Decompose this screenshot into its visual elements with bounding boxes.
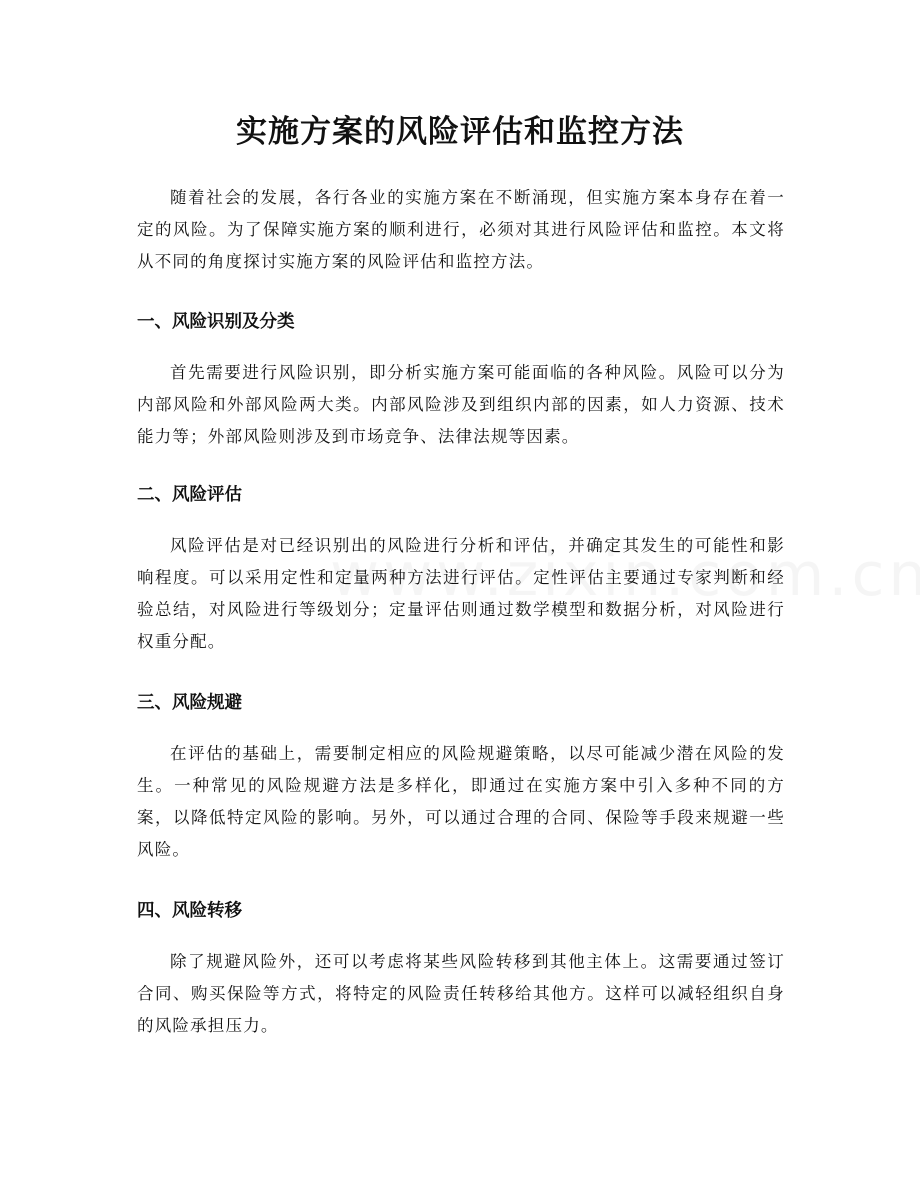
section-heading-assessment: 二、风险评估 [137, 485, 242, 505]
section-heading-transfer: 四、风险转移 [137, 901, 242, 921]
section-body-avoidance: 在评估的基础上，需要制定相应的风险规避策略，以尽可能减少潜在风险的发生。一种常见的风险规避方法是多样化，即通过在实施方案中引入多种不同的方案，以降低特定风险的影响。另外，可以通过合理的合同、保险等手段来规避一些风险。 [137, 744, 785, 859]
section-body-transfer: 除了规避风险外，还可以考虑将某些风险转移到其他主体上。这需要通过签订合同、购买保险等方式，将特定的风险责任转移给其他方。这样可以减轻组织自身的风险承担压力。 [137, 952, 785, 1035]
page-title: 实施方案的风险评估和监控方法 [236, 114, 684, 150]
section-body-identification: 首先需要进行风险识别，即分析实施方案可能面临的各种风险。风险可以分为内部风险和外部风险两大类。内部风险涉及到组织内部的因素，如人力资源、技术能力等；外部风险则涉及到市场竞争、法律法规等因素。 [137, 363, 785, 446]
section-heading-identification: 一、风险识别及分类 [137, 312, 295, 332]
intro-paragraph: 随着社会的发展，各行各业的实施方案在不断涌现，但实施方案本身存在着一定的风险。为了保障实施方案的顺利进行，必须对其进行风险评估和监控。本文将从不同的角度探讨实施方案的风险评估和监控方法。 [137, 188, 785, 271]
section-heading-avoidance: 三、风险规避 [137, 693, 242, 713]
section-body-assessment: 风险评估是对已经识别出的风险进行分析和评估，并确定其发生的可能性和影响程度。可以采用定性和定量两种方法进行评估。定性评估主要通过专家判断和经验总结，对风险进行等级划分；定量评估则通过数学模型和数据分析，对风险进行权重分配。 [137, 536, 785, 651]
